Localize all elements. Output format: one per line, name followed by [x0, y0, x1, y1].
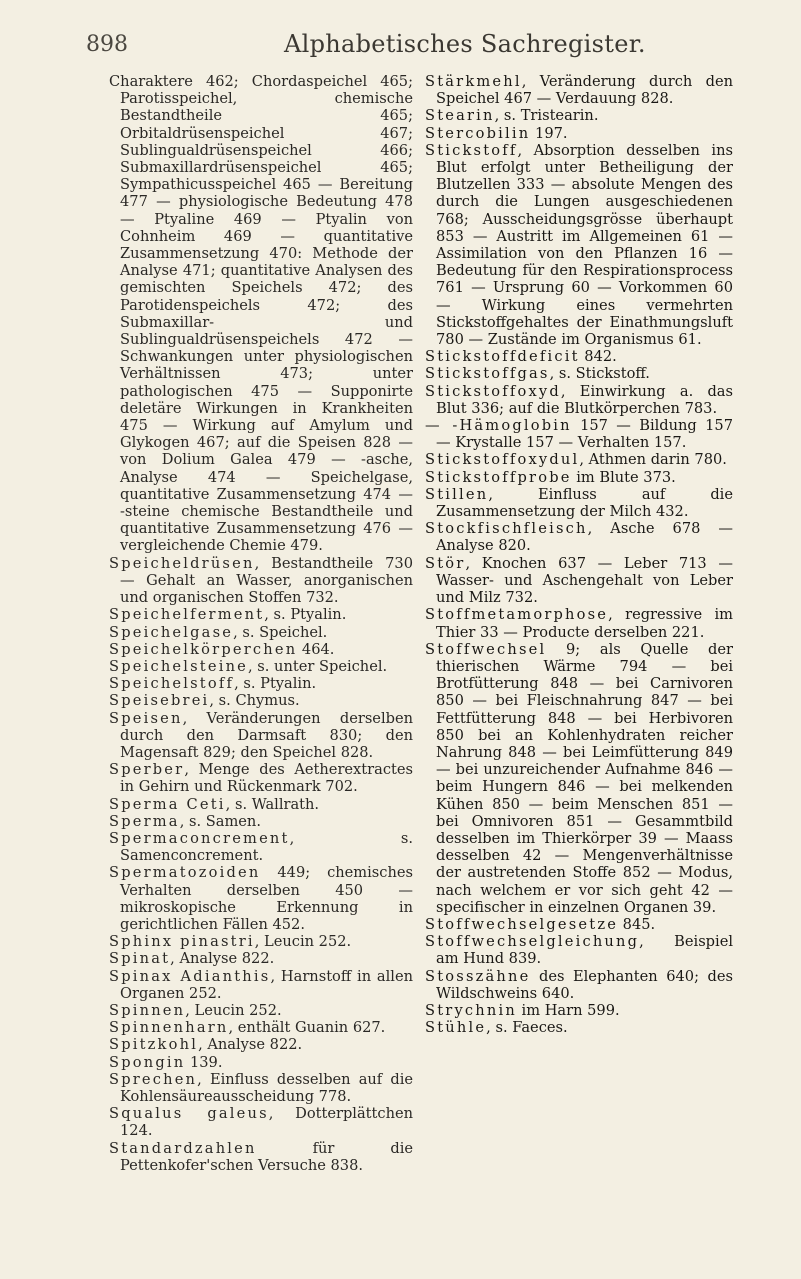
index-keyword: Speichelkörperchen — [109, 640, 298, 658]
page-header — [0, 14, 801, 60]
index-entry — [109, 1071, 413, 1105]
index-entry — [109, 675, 413, 692]
index-text: , Veränderungen derselben durch den Darmsaft 830; den Magensaft 829; den Speichel 828. — [120, 709, 413, 761]
index-keyword: Stoffmetamorphose — [425, 606, 609, 624]
index-entry — [109, 555, 413, 607]
index-text: , s. Tristearin. — [494, 107, 599, 125]
index-entry — [109, 864, 413, 933]
index-text: , s. Stickstoff. — [549, 365, 650, 383]
index-text: 845. — [618, 915, 656, 933]
index-keyword: Spinnen — [109, 1001, 186, 1019]
index-entry — [109, 641, 413, 658]
index-text: , enthält Guanin 627. — [228, 1019, 386, 1037]
index-keyword: Stoffwechselgleichung — [425, 933, 640, 951]
index-text: , Athmen darin 780. — [579, 451, 727, 469]
index-keyword: Standardzahlen — [109, 1139, 257, 1157]
index-entry — [425, 555, 733, 607]
index-keyword: Stearin — [425, 107, 495, 125]
index-keyword: Sphinx pinastri — [109, 933, 255, 951]
index-keyword: Stickstoffgas — [425, 365, 550, 383]
index-keyword: Spinax Adianthis — [109, 967, 271, 985]
index-entry — [425, 916, 733, 933]
index-entry — [109, 761, 413, 795]
index-keyword: Spinat — [109, 950, 171, 968]
index-keyword: Sprechen — [109, 1070, 198, 1088]
index-entry — [109, 606, 413, 623]
index-entry — [425, 73, 733, 107]
index-keyword: Stoffwechselgesetze — [425, 915, 619, 933]
index-entry — [425, 125, 733, 142]
index-entry — [109, 933, 413, 950]
index-keyword: Sperma Ceti — [109, 795, 226, 813]
index-text: , Beispiel am Hund 839. — [436, 933, 733, 968]
index-entry — [109, 1140, 413, 1174]
index-text: , s. Ptyalin. — [264, 606, 347, 624]
index-entry — [425, 348, 733, 365]
index-text: des Elephanten 640; des Wildschweins 640. — [436, 967, 733, 1002]
index-entry — [109, 796, 413, 813]
index-entry — [109, 1019, 413, 1036]
index-entry — [109, 1054, 413, 1071]
index-keyword: Speisen — [109, 709, 183, 727]
index-entry — [109, 813, 413, 830]
index-entry — [109, 624, 413, 641]
index-entry — [109, 950, 413, 967]
index-entry — [425, 1019, 733, 1036]
index-text: 197. — [530, 124, 568, 142]
index-keyword: Spermaconcrement — [109, 829, 290, 847]
index-entry — [425, 383, 733, 417]
index-keyword: Spermatozoiden — [109, 864, 261, 882]
index-text: Charaktere 462; Chordaspeichel 465; Parotisspeichel, chemische Bestandtheile 465; Orbitaldrüsenspeichel 467; Sublingualdrüsenspeichel 466; Submaxillardrüsenspeichel 465; Sympathicusspeichel 465 — Bereitung 477 — physiologische Bedeutung 478 — Ptyaline 469 — Ptyalin von Cohnheim 469 — quantitative Zusammensetzung 470: Methode der Analyse 471; quantitative Analysen des gemischten Speichels 472; des Parotidenspeichels 472; des Submaxillar- und Sublingualdrüsenspeichels 472 — Schwankungen unter physiologischen Verhältnissen 473; unter pathologischen 475 — Supponirte deletäre Wirkungen in Krankheiten 475 — Wirkung auf Amylum und Glykogen 467; auf die Speisen 828 — von Dolium Galea 479 — -asche, Analyse 474 — Speichelgase, quantitative Zusammensetzung 474 — -steine chemische Bestandtheile und quantitative Zusammensetzung 476 — vergleichende Chemie 479. — [109, 73, 413, 555]
index-text: im Harn 599. — [516, 1001, 620, 1019]
index-text: , Harnstoff in allen Organen 252. — [120, 967, 413, 1002]
index-text: 449; chemisches Verhalten derselben 450 — mikroskopische Erkennung in gerichtlichen Fällen 452. — [120, 864, 413, 933]
index-keyword: Stosszähne — [425, 967, 531, 985]
index-keyword: Stockfischfleisch — [425, 520, 588, 538]
index-keyword: Stickstoffoxydul — [425, 451, 580, 469]
index-keyword: Stillen — [425, 485, 489, 503]
index-keyword: Speichelferment — [109, 606, 265, 624]
index-entry — [109, 968, 413, 1002]
index-keyword: Sperma — [109, 812, 180, 830]
index-text: 139. — [185, 1053, 223, 1071]
index-text: 464. — [297, 640, 335, 658]
index-text: , s. Faeces. — [486, 1019, 568, 1037]
index-text: , Einfluss desselben auf die Kohlensäureausscheidung 778. — [120, 1070, 413, 1105]
index-entry — [425, 606, 733, 640]
index-text: , s. Samenconcrement. — [120, 829, 413, 865]
index-keyword: Spinnenharn — [109, 1019, 229, 1037]
index-keyword: Spongin — [109, 1053, 186, 1071]
index-keyword: Speichelstoff — [109, 675, 235, 693]
index-text: , Analyse 822. — [170, 950, 275, 968]
index-entry — [425, 1002, 733, 1019]
index-text: , s. unter Speichel. — [248, 657, 388, 675]
index-text: , Menge des Aetherextractes in Gehirn und Rückenmark 702. — [120, 761, 413, 796]
index-text: , Einfluss auf die Zusammensetzung der Milch 432. — [436, 485, 733, 521]
index-text: , regressive im Thier 33 — Producte derselben 221. — [436, 606, 733, 641]
index-keyword: Stühle — [425, 1019, 487, 1037]
index-text: , s. Chymus. — [209, 692, 300, 710]
index-text: , s. Wallrath. — [225, 795, 320, 813]
index-entry — [109, 692, 413, 709]
index-keyword: Stickstoffprobe — [425, 468, 572, 486]
index-keyword: Stercobilin — [425, 124, 531, 142]
index-text: , Leucin 252. — [185, 1001, 282, 1019]
index-entry — [109, 1002, 413, 1019]
index-keyword: Stoffwechsel — [425, 640, 547, 658]
index-entry — [425, 968, 733, 1002]
index-entry — [425, 641, 733, 916]
index-column-right — [425, 73, 733, 1036]
index-keyword: Strychnin — [425, 1001, 517, 1019]
index-entry — [425, 365, 733, 382]
index-keyword: Sperber — [109, 761, 185, 779]
index-entry — [109, 73, 413, 555]
index-keyword: Speicheldrüsen — [109, 554, 255, 572]
running-title: Alphabetisches Sachregister. — [284, 30, 646, 58]
index-keyword: Speisebrei — [109, 692, 210, 710]
index-text: , Bestandtheile 730 — Gehalt an Wasser, anorganischen und organischen Stoffen 732. — [120, 554, 413, 607]
index-text: , Analyse 822. — [198, 1036, 303, 1054]
index-entry — [109, 658, 413, 675]
index-text: , s. Ptyalin. — [234, 675, 317, 693]
index-text: , Leucin 252. — [254, 933, 352, 951]
index-keyword: Stör — [425, 554, 466, 572]
index-text: 157 — Bildung 157 — Krystalle 157 — Verhalten 157. — [436, 417, 733, 452]
index-keyword: Squalus galeus — [109, 1105, 269, 1123]
index-text: , Veränderung durch den Speichel 467 — Verdauung 828. — [436, 73, 733, 108]
index-keyword: — -Hämoglobin — [425, 417, 572, 435]
index-entry — [425, 486, 733, 520]
index-entry — [425, 520, 733, 554]
index-text: , Asche 678 — Analyse 820. — [436, 520, 733, 555]
index-keyword: Stärkmehl — [425, 73, 522, 90]
index-entry — [425, 107, 733, 124]
index-text: , Dotterplättchen 124. — [120, 1105, 414, 1140]
index-text: , s. Speichel. — [233, 623, 328, 641]
index-text: für die Pettenkofer'schen Versuche 838. — [120, 1139, 413, 1174]
index-text: , Absorption desselben ins Blut erfolgt unter Betheiligung der Blutzellen 333 — absolute Mengen des durch die Lungen ausgeschiedenen 768; Ausscheidungsgrösse überhaupt 853 — Austritt im Allgemeinen 61 — Assimilation von den Pflanzen 16 — Bedeutung für den Respirationsprocess 761 — Ursprung 60 — Vorkommen 60 — Wirkung eines vermehrten Stickstoffgehaltes der Einathmungsluft 780 — Zustände im Organismus 61. — [436, 141, 733, 349]
index-keyword: Speichelgase — [109, 623, 234, 641]
index-entry — [425, 417, 733, 451]
index-keyword: Stickstoffdeficit — [425, 348, 580, 366]
index-entry — [425, 451, 733, 468]
index-text: , Einwirkung a. das Blut 336; auf die Blutkörperchen 783. — [436, 382, 733, 417]
index-text: im Blute 373. — [571, 468, 676, 486]
index-entry — [109, 830, 413, 864]
index-entry — [425, 933, 733, 967]
index-entry — [425, 469, 733, 486]
index-entry — [109, 1036, 413, 1053]
index-text: , Knochen 637 — Leber 713 — Wasser- und Aschengehalt von Leber und Milz 732. — [436, 554, 733, 607]
index-keyword: Speichelsteine — [109, 657, 249, 675]
page-number: 898 — [86, 32, 128, 57]
index-entry — [109, 1105, 413, 1139]
index-text: 9; als Quelle der thierischen Wärme 794 — bei Brotfütterung 848 — bei Carnivoren 850 — bei Fleischnahrung 847 — bei Fettfütterung 848 — bei Herbivoren 850 bei an Kohlenhydraten reicher Nahrung 848 — bei Leimfütterung 849 — bei unzureichender Aufnahme 846 — beim Hungern 846 — bei melkenden Kühen 850 — beim Menschen 851 — bei Omnivoren 851 — Gesammtbild desselben im Thierkörper 39 — Maass desselben 42 — Mengenverhältnisse der austretenden Stoffe 852 — Modus, nach welchem er vor sich geht 42 — specifischer in einzelnen Organen 39. — [436, 640, 733, 916]
index-entry — [109, 710, 413, 762]
index-entry — [425, 142, 733, 348]
index-text: 842. — [579, 348, 617, 366]
index-column-left — [109, 73, 413, 1174]
index-keyword: Spitzkohl — [109, 1036, 199, 1054]
index-keyword: Stickstoff — [425, 141, 518, 159]
index-keyword: Stickstoffoxyd — [425, 382, 561, 400]
index-text: , s. Samen. — [179, 812, 261, 830]
